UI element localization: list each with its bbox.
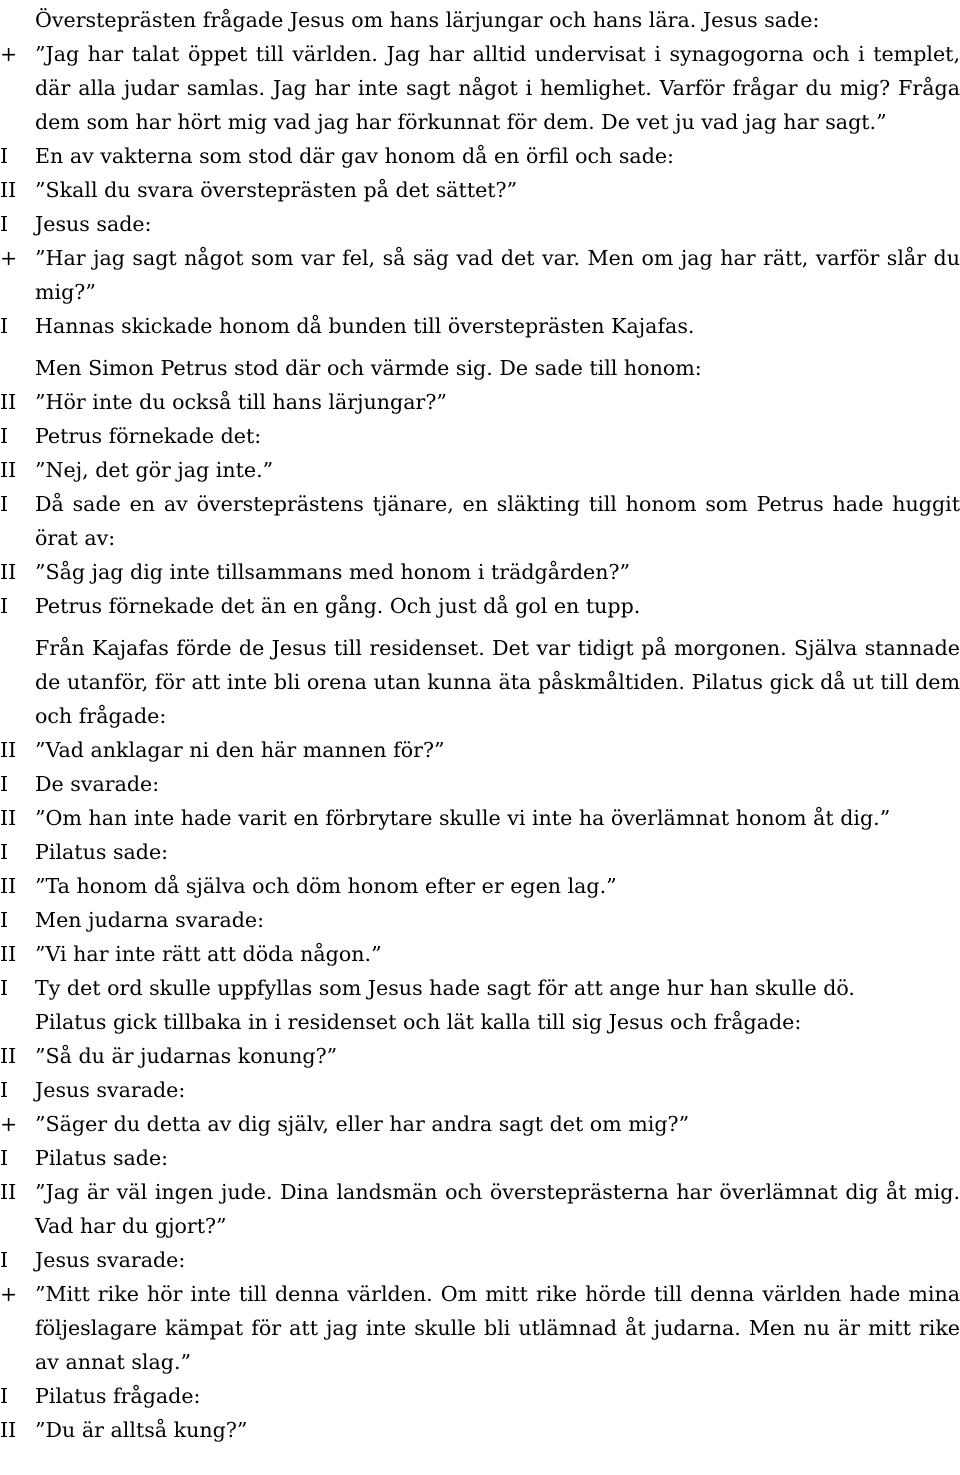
dialogue-line [0, 937, 960, 971]
dialogue-text: Jesus svarade: [35, 1248, 186, 1272]
dialogue-line [0, 207, 960, 241]
speaker-marker: I [0, 1248, 9, 1272]
speaker-marker: I [0, 840, 9, 864]
dialogue-text: Från Kajafas förde de Jesus till residenset. Det var tidigt på morgonen. Själva stannade de utanför, för att inte bli orena utan kunna äta påskmåltiden. Pilatus gick då ut till dem och frågade: [35, 636, 960, 728]
dialogue-line [0, 767, 960, 801]
speaker-marker: II [0, 942, 17, 966]
dialogue-line [0, 3, 960, 37]
dialogue-line [0, 631, 960, 733]
dialogue-text: ”Om han inte hade varit en förbrytare skulle vi inte ha överlämnat honom åt dig.” [35, 806, 891, 830]
speaker-marker: II [0, 178, 17, 202]
dialogue-text: Då sade en av översteprästens tjänare, en släkting till honom som Petrus hade huggit örat av: [35, 492, 960, 550]
speaker-marker: I [0, 1146, 9, 1170]
speaker-marker: I [0, 492, 9, 516]
dialogue-line [0, 37, 960, 139]
speaker-marker: + [0, 246, 18, 270]
speaker-marker: II [0, 806, 17, 830]
dialogue-text: Pilatus frågade: [35, 1384, 201, 1408]
dialogue-text: ”Du är alltså kung?” [35, 1418, 248, 1442]
dialogue-text: De svarade: [35, 772, 160, 796]
speaker-marker: I [0, 1078, 9, 1102]
speaker-marker: + [0, 1282, 18, 1306]
dialogue-text: ”Jag har talat öppet till världen. Jag har alltid undervisat i synagogorna och i templet, där alla judar samlas. Jag har inte sagt något i hemlighet. Varför frågar du mig? Fråga dem som har hört mig vad jag har förkunnat för dem. De vet ju vad jag har sagt.” [35, 42, 960, 134]
dialogue-line [0, 1413, 960, 1447]
dialogue-line [0, 555, 960, 589]
dialogue-text: ”Såg jag dig inte tillsammans med honom i trädgården?” [35, 560, 631, 584]
dialogue-line [0, 1039, 960, 1073]
speaker-marker: + [0, 42, 18, 66]
dialogue-text: ”Jag är väl ingen jude. Dina landsmän och översteprästerna har överlämnat dig åt mig. Vad har du gjort?” [35, 1180, 960, 1238]
dialogue-line [0, 589, 960, 623]
dialogue-line [0, 139, 960, 173]
dialogue-text: En av vakterna som stod där gav honom då en örfil och sade: [35, 144, 674, 168]
dialogue-text: ”Skall du svara översteprästen på det sättet?” [35, 178, 518, 202]
speaker-marker: II [0, 874, 17, 898]
dialogue-text: ”Har jag sagt något som var fel, så säg vad det var. Men om jag har rätt, varför slår du mig?” [35, 246, 960, 304]
speaker-marker: II [0, 458, 17, 482]
dialogue-text: Men judarna svarade: [35, 908, 265, 932]
dialogue-line [0, 869, 960, 903]
dialogue-line [0, 1379, 960, 1413]
speaker-marker: I [0, 424, 9, 448]
dialogue-line [0, 1107, 960, 1141]
dialogue-text: Översteprästen frågade Jesus om hans lärjungar och hans lära. Jesus sade: [35, 8, 820, 32]
dialogue-line [0, 1175, 960, 1243]
dialogue-line [0, 1141, 960, 1175]
dialogue-line [0, 1073, 960, 1107]
dialogue-text: Pilatus sade: [35, 840, 169, 864]
speaker-marker: I [0, 594, 9, 618]
dialogue-text: ”Hör inte du också till hans lärjungar?” [35, 390, 447, 414]
dialogue-line [0, 351, 960, 385]
speaker-marker: I [0, 212, 9, 236]
speaker-marker: II [0, 560, 17, 584]
dialogue-line [0, 173, 960, 207]
dialogue-line [0, 1005, 960, 1039]
dialogue-line [0, 971, 960, 1005]
dialogue-line [0, 309, 960, 343]
dialogue-line [0, 801, 960, 835]
dialogue-line [0, 241, 960, 309]
speaker-marker: I [0, 908, 9, 932]
speaker-marker: II [0, 738, 17, 762]
dialogue-line [0, 453, 960, 487]
dialogue-text: ”Så du är judarnas konung?” [35, 1044, 338, 1068]
dialogue-text: Jesus svarade: [35, 1078, 186, 1102]
dialogue-text: Ty det ord skulle uppfyllas som Jesus hade sagt för att ange hur han skulle dö. [35, 976, 855, 1000]
dialogue-text: ”Vi har inte rätt att döda någon.” [35, 942, 382, 966]
dialogue-line [0, 1243, 960, 1277]
dialogue-line [0, 419, 960, 453]
dialogue-text: Jesus sade: [35, 212, 152, 236]
dialogue-text: Petrus förnekade det än en gång. Och just då gol en tupp. [35, 594, 641, 618]
speaker-marker: I [0, 1384, 9, 1408]
speaker-marker: I [0, 144, 9, 168]
speaker-marker: I [0, 976, 9, 1000]
dialogue-line [0, 1277, 960, 1379]
dialogue-line [0, 733, 960, 767]
dialogue-text: ”Säger du detta av dig själv, eller har andra sagt det om mig?” [35, 1112, 690, 1136]
speaker-marker: II [0, 1044, 17, 1068]
dialogue-text: Men Simon Petrus stod där och värmde sig. De sade till honom: [35, 356, 702, 380]
dialogue-text: ”Ta honom då själva och döm honom efter er egen lag.” [35, 874, 617, 898]
dialogue-line [0, 903, 960, 937]
dialogue-text: ”Vad anklagar ni den här mannen för?” [35, 738, 445, 762]
document-body [0, 3, 960, 1447]
dialogue-line [0, 487, 960, 555]
dialogue-text: Pilatus sade: [35, 1146, 169, 1170]
speaker-marker: II [0, 1418, 17, 1442]
dialogue-text: Pilatus gick tillbaka in i residenset och lät kalla till sig Jesus och frågade: [35, 1010, 802, 1034]
dialogue-text: Petrus förnekade det: [35, 424, 262, 448]
dialogue-text: Hannas skickade honom då bunden till översteprästen Kajafas. [35, 314, 695, 338]
speaker-marker: I [0, 772, 9, 796]
dialogue-line [0, 385, 960, 419]
dialogue-text: ”Nej, det gör jag inte.” [35, 458, 274, 482]
dialogue-text: ”Mitt rike hör inte till denna världen. Om mitt rike hörde till denna världen hade mina följeslagare kämpat för att jag inte skulle bli utlämnad åt judarna. Men nu är mitt rike av annat slag.” [35, 1282, 960, 1374]
dialogue-line [0, 835, 960, 869]
speaker-marker: I [0, 314, 9, 338]
speaker-marker: II [0, 390, 17, 414]
speaker-marker: II [0, 1180, 17, 1204]
speaker-marker: + [0, 1112, 18, 1136]
